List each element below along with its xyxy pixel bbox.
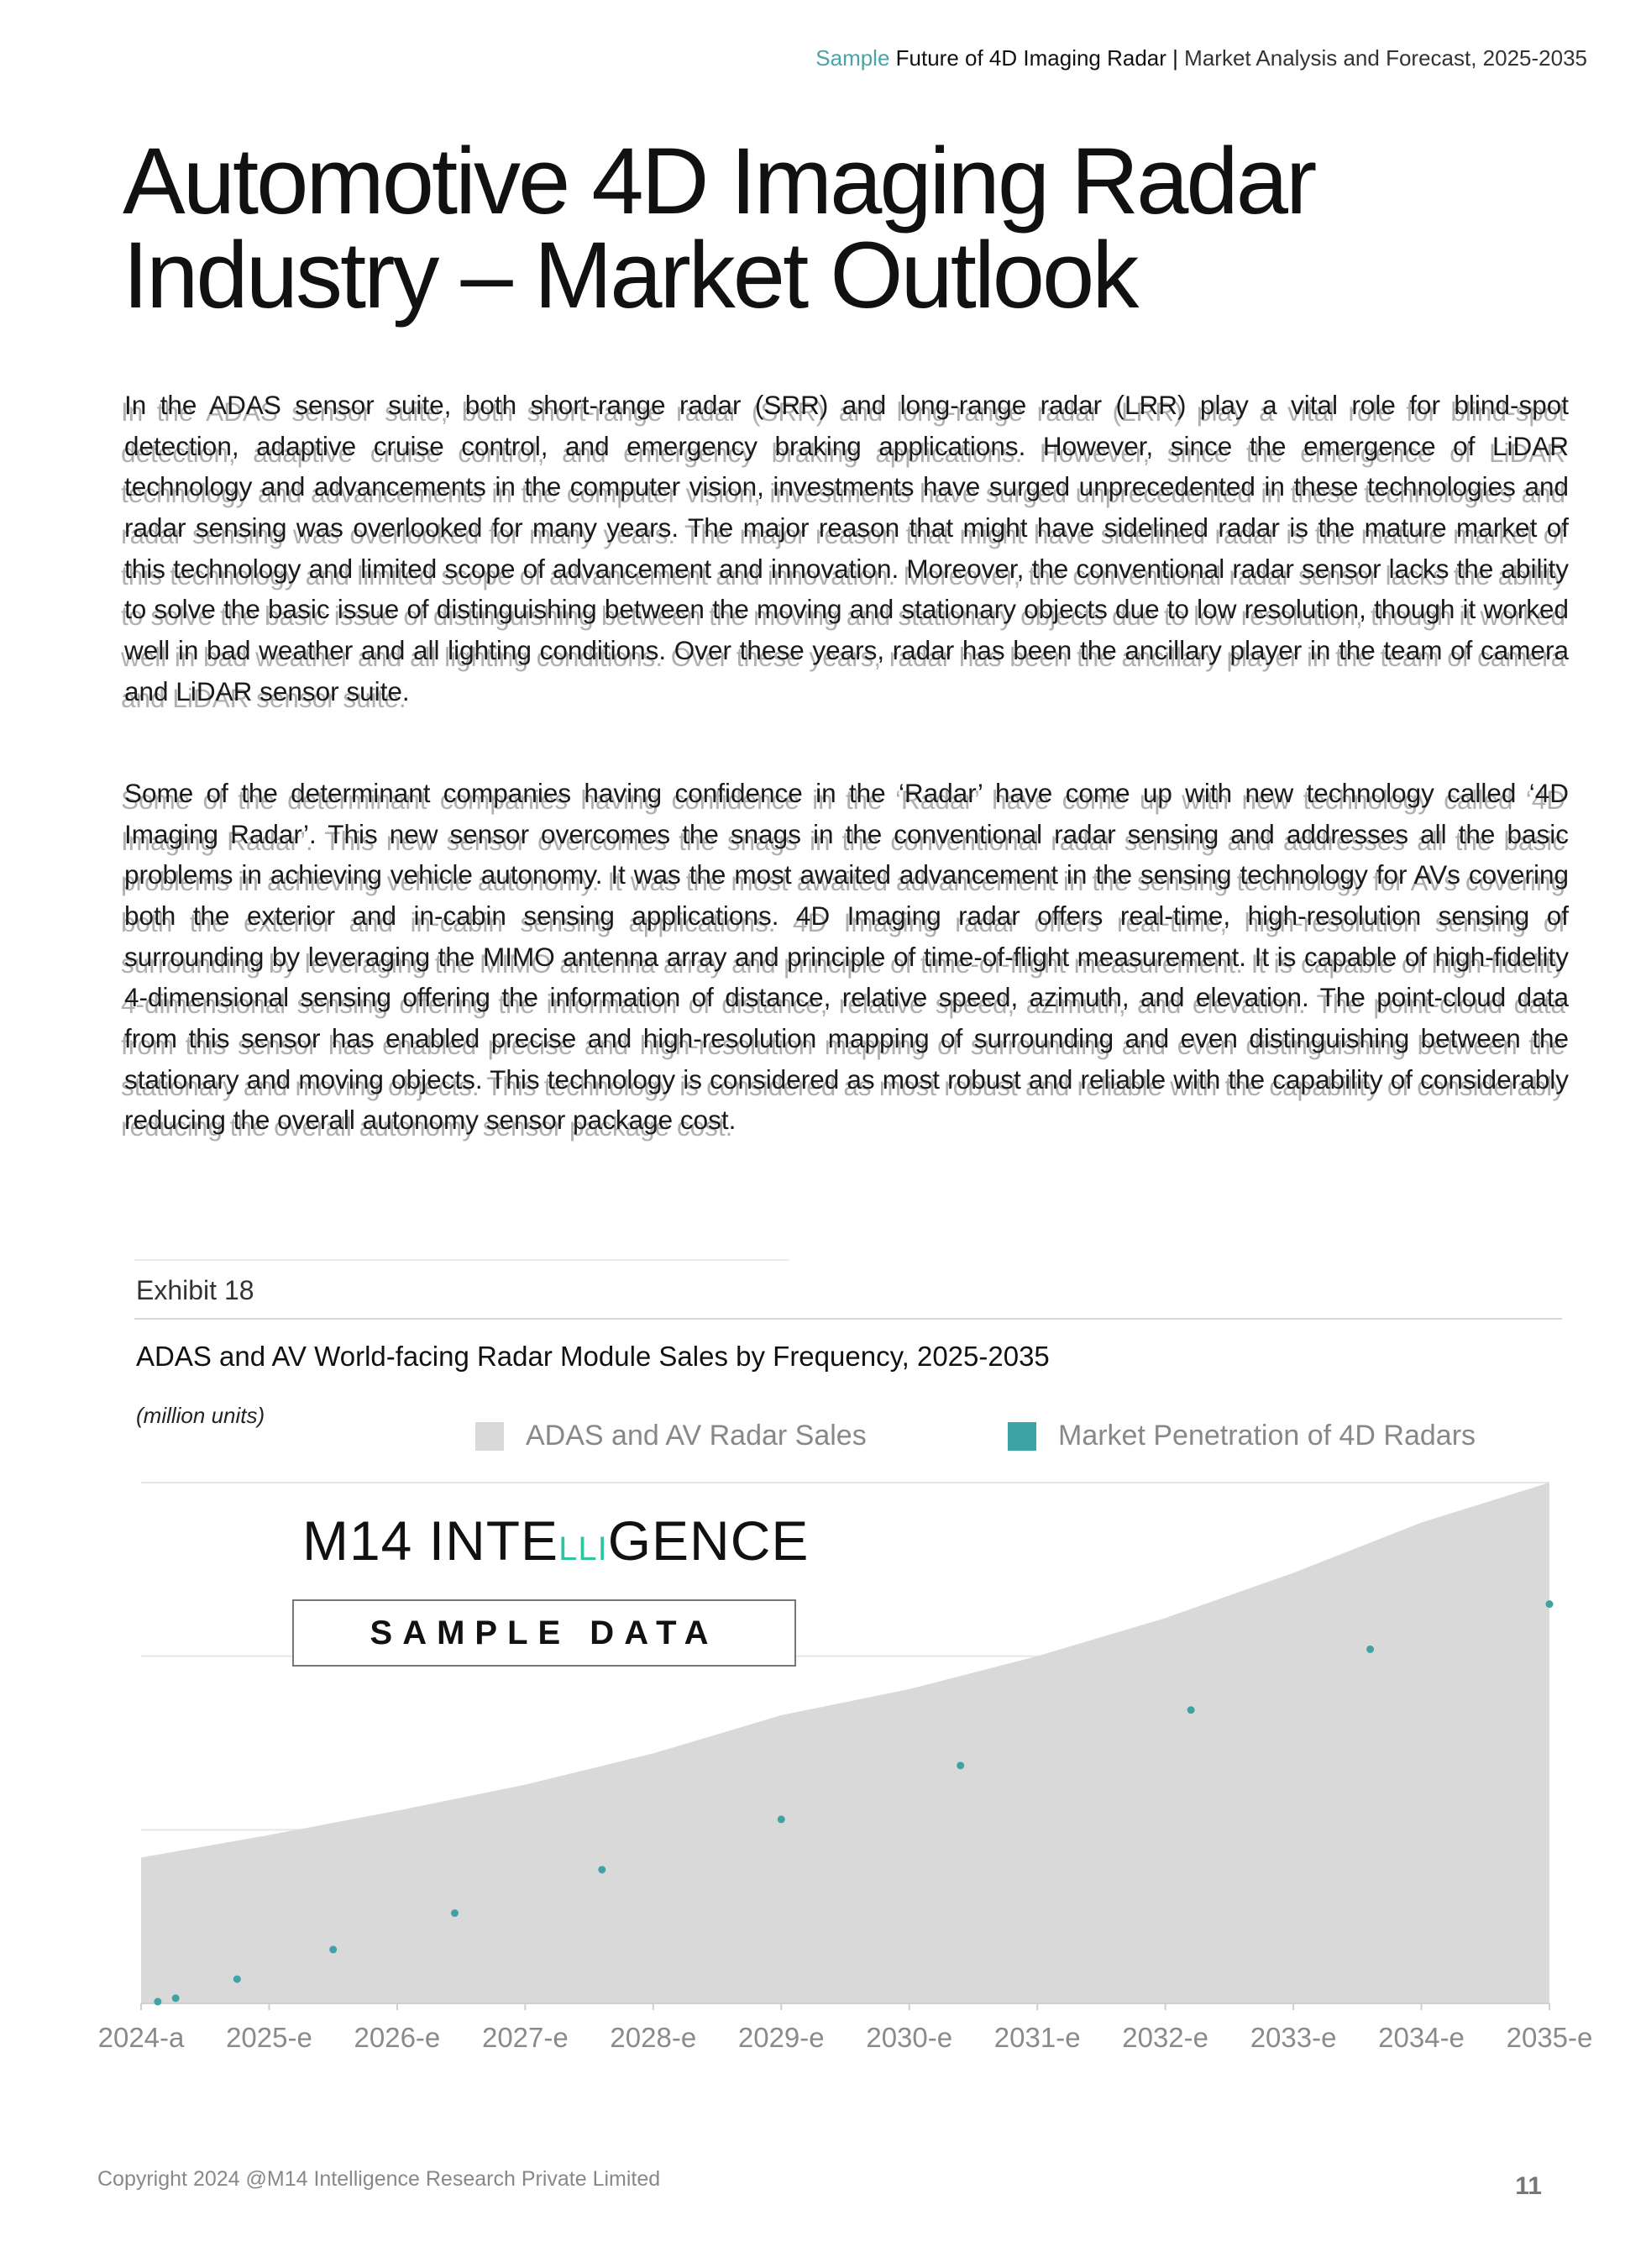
point-4d-penetration	[1546, 1600, 1554, 1608]
chart-x-tick-labels	[98, 2022, 1593, 2053]
point-4d-penetration	[957, 1761, 964, 1769]
brand-logo-mark: LLI	[558, 1530, 608, 1567]
point-4d-penetration	[1366, 1646, 1374, 1653]
brand-logo	[302, 1509, 809, 1572]
point-4d-penetration	[598, 1866, 605, 1873]
page-number: 11	[1515, 2172, 1542, 2200]
x-tick-label: 2029-e	[737, 2022, 825, 2053]
brand-logo-suffix: GENCE	[607, 1509, 810, 1572]
point-4d-penetration	[233, 1976, 241, 1983]
chart-x-axis	[141, 2003, 1549, 2010]
header-report-title: Future of 4D Imaging Radar	[895, 45, 1166, 71]
point-4d-penetration	[172, 1994, 180, 2002]
legend-label-radar-sales: ADAS and AV Radar Sales	[526, 1420, 867, 1452]
x-tick-label: 2034-e	[1378, 2022, 1465, 2053]
page-title-line-2: Industry – Market Outlook	[123, 223, 1137, 328]
x-tick-label: 2033-e	[1250, 2022, 1337, 2053]
header-subtitle: Market Analysis and Forecast, 2025-2035	[1184, 45, 1587, 71]
page-title-line-1: Automotive 4D Imaging Radar	[123, 129, 1315, 234]
x-tick-label: 2031-e	[993, 2022, 1081, 2053]
x-tick-label: 2025-e	[226, 2022, 312, 2053]
sample-data-badge: SAMPLE DATA	[292, 1599, 796, 1667]
x-tick-label: 2032-e	[1122, 2022, 1209, 2053]
point-4d-penetration	[1187, 1706, 1195, 1714]
chart-title: ADAS and AV World-facing Radar Module Sales by Frequency, 2025-2035	[136, 1341, 1050, 1372]
x-tick-label: 2028-e	[610, 2022, 697, 2053]
brand-logo-prefix: M14 INTE	[302, 1509, 559, 1572]
point-4d-penetration	[154, 1998, 161, 2005]
header-sample-label: Sample	[815, 45, 890, 71]
x-tick-label: 2035-e	[1506, 2022, 1593, 2053]
point-4d-penetration	[778, 1815, 785, 1823]
x-tick-label: 2030-e	[866, 2022, 953, 2053]
footer-copyright: Copyright 2024 @M14 Intelligence Research Private Limited	[97, 2167, 661, 2191]
x-tick-label: 2027-e	[481, 2022, 569, 2053]
header-separator: |	[1172, 45, 1178, 71]
x-tick-label: 2026-e	[354, 2022, 441, 2053]
x-tick-label: 2024-a	[97, 2022, 185, 2053]
chart-units-label: (million units)	[136, 1403, 265, 1428]
legend-label-4d-penetration: Market Penetration of 4D Radars	[1058, 1420, 1476, 1452]
body-paragraph-1: In the ADAS sensor suite, both short-range radar (SRR) and long-range radar (LRR) play a vital role for blind-spot detection, adaptive cruise control, and emergency braking applications. However, since the emergence of LiDAR technology and advancements in the computer vision, investments have surged unprecedented in these technologies and radar sensing was overlooked for many years. The major reason that might have sidelined radar is the mature market of this technology and limited scope of advancement and innovation. Moreover, the conventional radar sensor lacks the ability to solve the basic issue of distinguishing between the moving and stationary objects due to low resolution, though it worked well in bad weather and all lighting conditions. Over these years, radar has been the ancillary player in the team of camera and LiDAR sensor suite.	[124, 390, 1569, 706]
point-4d-penetration	[451, 1909, 459, 1917]
body-paragraph-2: Some of the determinant companies having confidence in the ‘Radar’ have come up with new technology called ‘4D Imaging Radar’. This new sensor overcomes the snags in the conventional radar sensing and addresses all the basic problems in achieving vehicle autonomy. It was the most awaited advancement in the sensing technology for AVs covering both the exterior and in-cabin sensing applications. 4D Imaging radar offers real-time, high-resolution sensing of surrounding by leveraging the MIMO antenna array and principle of time-of-flight measurement. It is capable of high-fidelity 4-dimensional sensing offering the information of distance, relative speed, azimuth, and elevation. The point-cloud data from this sensor has enabled precise and high-resolution mapping of surrounding and even distinguishing between the stationary and moving objects. This technology is considered as most robust and reliable with the capability of considerably reducing the overall autonomy sensor package cost.	[124, 778, 1569, 1136]
exhibit-label: Exhibit 18	[136, 1275, 254, 1305]
point-4d-penetration	[329, 1945, 337, 1953]
